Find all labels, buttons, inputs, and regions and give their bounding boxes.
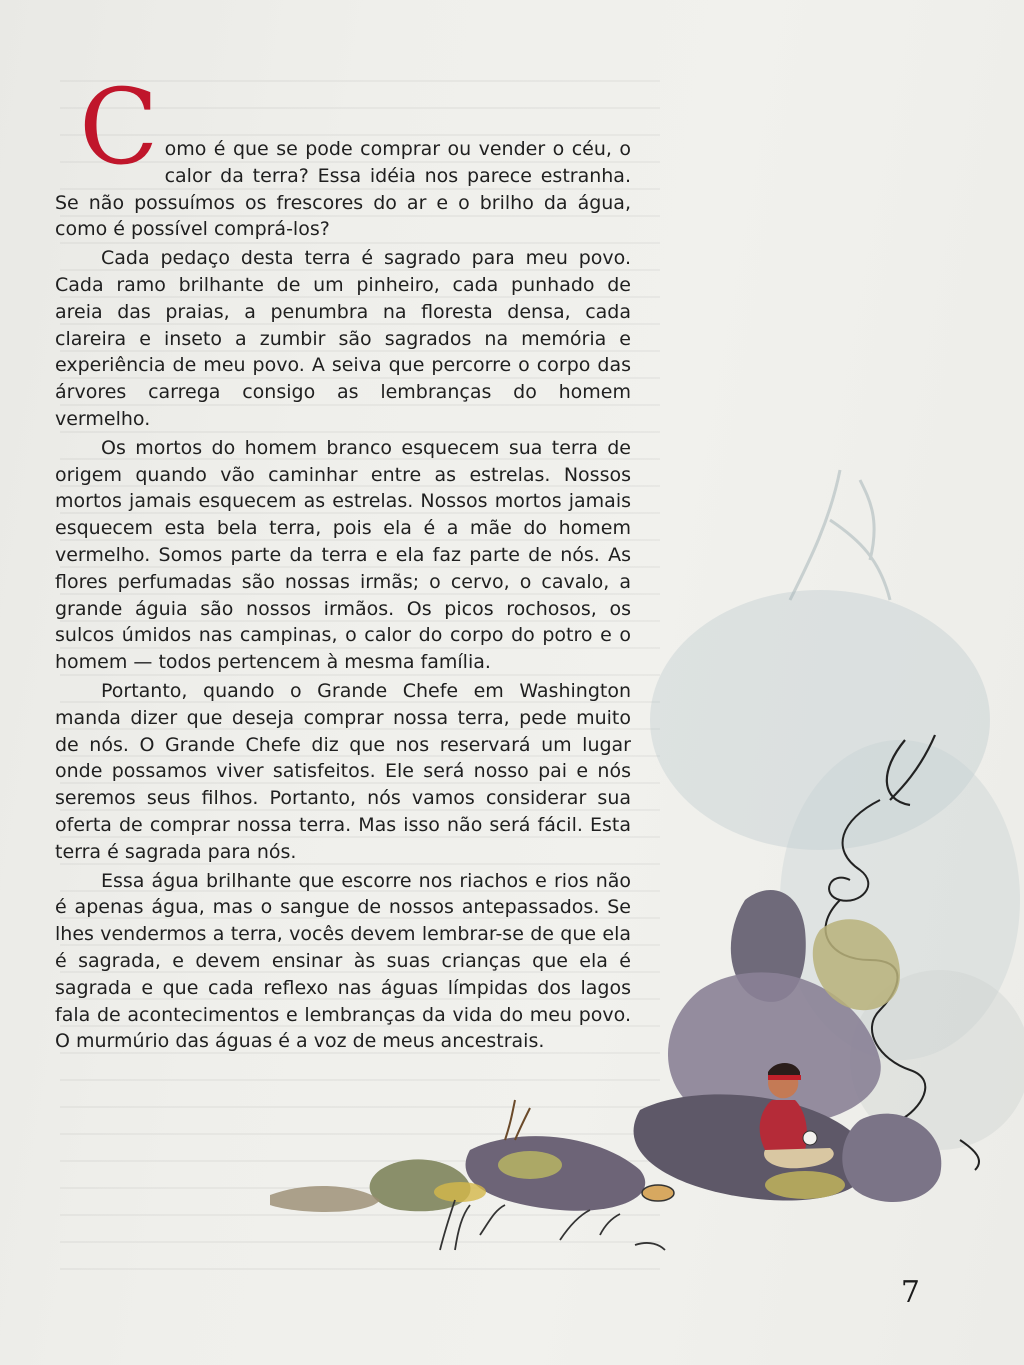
article-text — [55, 66, 631, 1057]
paragraph-1 — [55, 66, 631, 243]
paragraph-1-text: omo é que se pode comprar ou vender o céu, o calor da terra? Essa idéia nos parece estranha. Se não possuímos os frescores do ar e o brilho da água, como é possível comprá-los? — [55, 138, 631, 241]
moss-patch — [498, 1151, 562, 1179]
bowl — [642, 1185, 674, 1201]
drop-cap: C — [79, 66, 159, 188]
twig — [505, 1100, 530, 1140]
tree-branches — [790, 470, 890, 600]
moss-patch-3 — [765, 1171, 845, 1199]
page-number: 7 — [900, 1275, 920, 1310]
moss-patch-2 — [434, 1182, 486, 1202]
rock-edge — [270, 1186, 380, 1212]
paragraph-3: Os mortos do homem branco esquecem sua terra de origem quando vão caminhar entre as estrelas. Nossos mortos jamais esquecem as estrelas. Nossos mortos jamais esquecem esta bela terra, pois ela é a mãe do homem vermelho. Somos parte da terra e ela faz parte de nós. As flores perfumadas são nossas irmãs; o cervo, o cavalo, a grande águia são nossos irmãos. Os picos rochosos, os sulcos úmidos nas campinas, o calor do corpo do potro e o homem — todos pertencem à mesma família. — [55, 436, 631, 674]
paragraph-4: Portanto, quando o Grande Chefe em Washington manda dizer que deseja comprar nossa terra, pede muito de nós. O Grande Chefe diz que nos reservará um lugar onde possamos viver satisfeitos. Ele será nosso pai e nós seremos seus filhos. Portanto, nós vamos considerar sua oferta de comprar nossa terra. Mas isso não será fácil. Esta terra é sagrada para nós. — [55, 679, 631, 863]
paragraph-2: Cada pedaço desta terra é sagrado para meu povo. Cada ramo brilhante de um pinheiro, cada punhado de areia das praias, a penumbra na floresta densa, cada clareira e inseto a zumbir são sagrados na memória e experiência de meu povo. A seiva que percorre o corpo das árvores carrega consigo as lembranças do homem vermelho. — [55, 247, 631, 430]
paragraph-5: Essa água brilhante que escorre nos riachos e rios não é apenas água, mas o sangue de nossos antepassados. Se lhes vendermos a terra, vocês devem lembrar-se de que ela é sagrada, e devem ensinar às suas crianças que ela é sagrada e que cada reflexo nas águas límpidas dos lagos fala de acontecimentos e lembranças da vida do meu povo. O murmúrio das águas é a voz de meus ancestrais. — [55, 869, 631, 1053]
